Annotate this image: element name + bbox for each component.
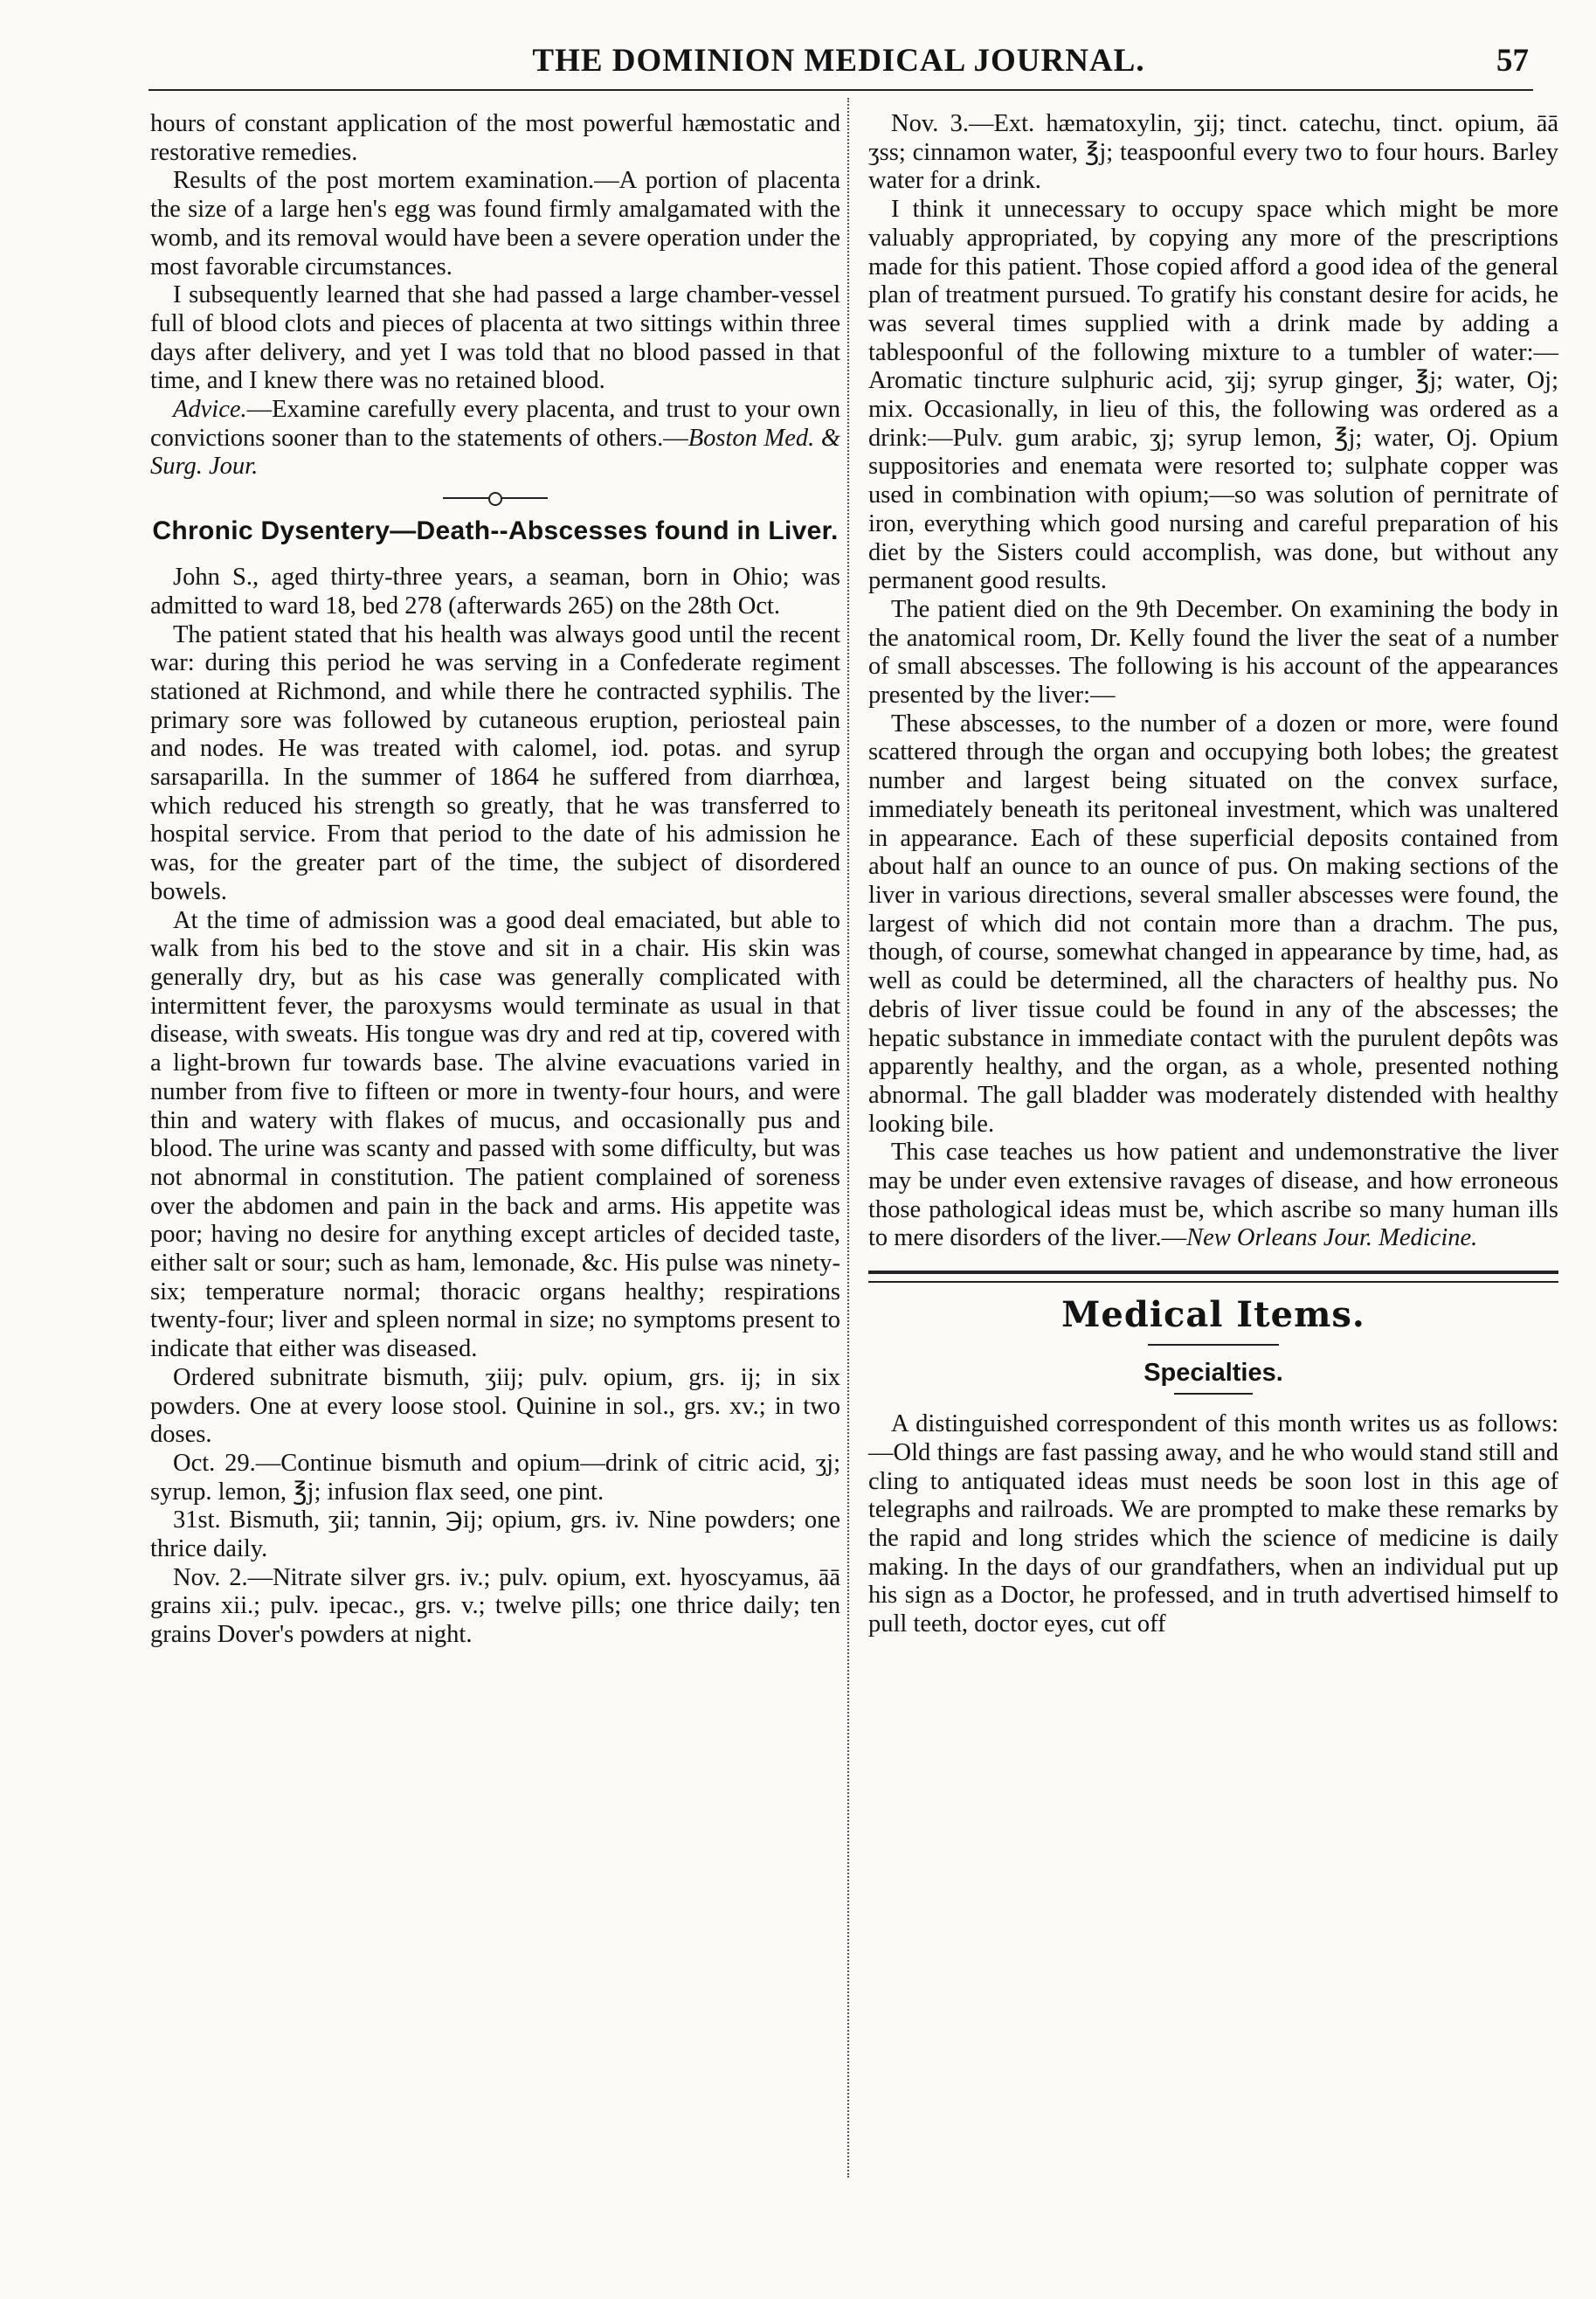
death-paragraph: The patient died on the 9th December. On examining the body in the anatomical room, Dr. Kelly found the liver the seat of a number of small abscesses. The following is his account of the appearances presented by the liver:—: [868, 595, 1558, 710]
continuation-paragraph: hours of constant application of the most powerful hæmostatic and restorative remedies.: [150, 110, 840, 166]
section-double-rule: [868, 1271, 1558, 1283]
section-title: Medical Items.: [1061, 1294, 1365, 1336]
article-title: Chronic Dysentery—Death--Abscesses found in Liver.: [152, 516, 839, 546]
closing-paragraph: [868, 1139, 1558, 1253]
admission-paragraph: At the time of admission was a good deal emaciated, but able to walk from his bed to the stove and sit in a chair. His skin was generally dry, but as his case was generally complicated with intermittent fever, the paroxysms would terminate as usual in that disease, with sweats. His tongue was dry and red at tip, covered with a light-brown fur towards base. The alvine evacuations varied in number from five to fifteen or more in twenty-four hours, and were thin and watery with flakes of mucus, and occasionally pus and blood. The urine was scanty and passed with some difficulty, but was not abnormal in constitution. The patient complained of soreness over the abdomen and pain in the back and arms. His appetite was poor; having no desire for anything except articles of decided taste, either salt or sour; such as ham, lemonade, &c. His pulse was ninety-six; temperature normal; thoracic organs healthy; respirations twenty-four; liver and spleen normal in size; no symptoms present to indicate that either was diseased.: [150, 906, 840, 1363]
subsequent-paragraph: I subsequently learned that she had passed a large chamber-vessel full of blood clots and pieces of placenta at two sittings within three days after delivery, and yet I was told that no blood passed in that time, and I knew there was no retained blood.: [150, 281, 840, 395]
page-number: 57: [1496, 43, 1529, 79]
right-column: [868, 110, 1558, 1639]
advice-paragraph: [150, 396, 840, 481]
abscesses-paragraph: These abscesses, to the number of a dozen or more, were found scattered through the organ and occupying both lobes; the greatest number and largest being situated on the convex surface, immediately beneath its peritoneal investment, which was unaltered in appearance. Each of these superficial deposits contained from about half an ounce to an ounce of pus. On making sections of the liver in various directions, several smaller abscesses were found, the largest of which did not contain more than a drachm. The pus, though, of course, somewhat changed in appearance by time, had, as well as could be determined, all the characters of healthy pus. No debris of liver tissue could be found in any of the abscesses; the hepatic substance in immediate contact with the purulent depôts was apparently healthy, and the organ, as a whole, presented nothing abnormal. The gall bladder was moderately distended with healthy looking bile.: [868, 710, 1558, 1138]
history-paragraph: The patient stated that his health was always good until the recent war: during this period he was serving in a Confederate regiment stationed at Richmond, and while there he contracted syphilis. The primary sore was followed by cutaneous eruption, periosteal pain and nodes. He was treated with calomel, iod. potas. and syrup sarsaparilla. In the summer of 1864 he suffered from diarrhœa, which reduced his strength so greatly, that he was transferred to hospital service. From that period to the date of his admission he was, for the greater part of the time, the subject of disordered bowels.: [150, 620, 840, 905]
order-nov-2: Nov. 2.—Nitrate silver grs. iv.; pulv. opium, ext. hyoscyamus, āā grains xii.; pulv. ipecac., grs. v.; twelve pills; one thrice daily; ten grains Dover's powders at night.: [150, 1563, 840, 1649]
advice-source: Boston Med. & Surg. Jour.: [150, 424, 840, 481]
section-rule: [1148, 1344, 1279, 1346]
advice-label: Advice.: [173, 396, 247, 424]
order-nov-3: Nov. 3.—Ext. hæmatoxylin, ʒij; tinct. catechu, tinct. opium, āā ʒss; cinnamon water, ℥j; teaspoonful every two to four hours. Barley water for a drink.: [868, 110, 1558, 195]
order-oct-29: Oct. 29.—Continue bismuth and opium—drink of citric acid, ʒj; syrup. lemon, ℥j; infusion flax seed, one pint.: [150, 1449, 840, 1506]
post-mortem-paragraph: Results of the post mortem examination.—A portion of placenta the size of a large hen's egg was found firmly amalgamated with the womb, and its removal would have been a severe operation under the most favorable circumstances.: [150, 167, 840, 280]
closing-text: This case teaches us how patient and undemonstrative the liver may be under even extensive ravages of disease, and how erroneous those pathological ideas must be, which ascribe so many human ills to mere disorders of the liver.—: [868, 1139, 1558, 1252]
header-rule: [149, 89, 1533, 91]
column-divider: [847, 98, 849, 2178]
subsection-rule: [1174, 1393, 1253, 1395]
subsection-title: Specialties.: [1143, 1359, 1283, 1388]
ornamental-rule: [443, 497, 548, 499]
advice-text: —Examine carefully every placenta, and trust to your own convictions sooner than to the statements of others.—: [150, 396, 840, 452]
case-intro-paragraph: John S., aged thirty-three years, a seaman, born in Ohio; was admitted to ward 18, bed 278 (afterwards 265) on the 28th Oct.: [150, 564, 840, 620]
left-column: [150, 110, 840, 1650]
specialties-paragraph: A distinguished correspondent of this month writes us as follows:—Old things are fast passing away, and he who would stand still and cling to antiquated ideas must needs be soon lost in this age of telegraphs and railroads. We are prompted to make these remarks by the rapid and long strides which the science of medicine is daily making. In the days of our grandfathers, when an individual put up his sign as a Doctor, he professed, and in truth advertised himself to pull teeth, doctor eyes, cut off: [868, 1410, 1558, 1638]
ordered-paragraph: Ordered subnitrate bismuth, ʒiij; pulv. opium, grs. ij; in six powders. One at every loose stool. Quinine in sol., grs. xv.; in two doses.: [150, 1363, 840, 1449]
order-oct-31: 31st. Bismuth, ʒii; tannin, ℈ij; opium, grs. iv. Nine powders; one thrice daily.: [150, 1506, 840, 1563]
page-header: [149, 38, 1529, 87]
running-title: THE DOMINION MEDICAL JOURNAL.: [532, 43, 1145, 79]
rule-ornament: [488, 492, 502, 506]
treatment-paragraph: I think it unnecessary to occupy space which might be more valuably appropriated, by copying any more of the prescriptions made for this patient. Those copied afford a good idea of the general plan of treatment pursued. To gratify his constant desire for acids, he was several times supplied with a drink made by adding a tablespoonful of the following mixture to a tumbler of water:—Aromatic tincture sulphuric acid, ʒij; syrup ginger, ℥j; water, Oj; mix. Occasionally, in lieu of this, the following was ordered as a drink:—Pulv. gum arabic, ʒj; syrup lemon, ℥j; water, Oj. Opium suppositories and enemata were resorted to; sulphate copper was used in combination with opium;—so was solution of pernitrate of iron, everything which good nursing and careful preparation of his diet by the Sisters could accomplish, was done, but without any permanent good results.: [868, 196, 1558, 595]
closing-source: New Orleans Jour. Medicine.: [1186, 1224, 1478, 1252]
